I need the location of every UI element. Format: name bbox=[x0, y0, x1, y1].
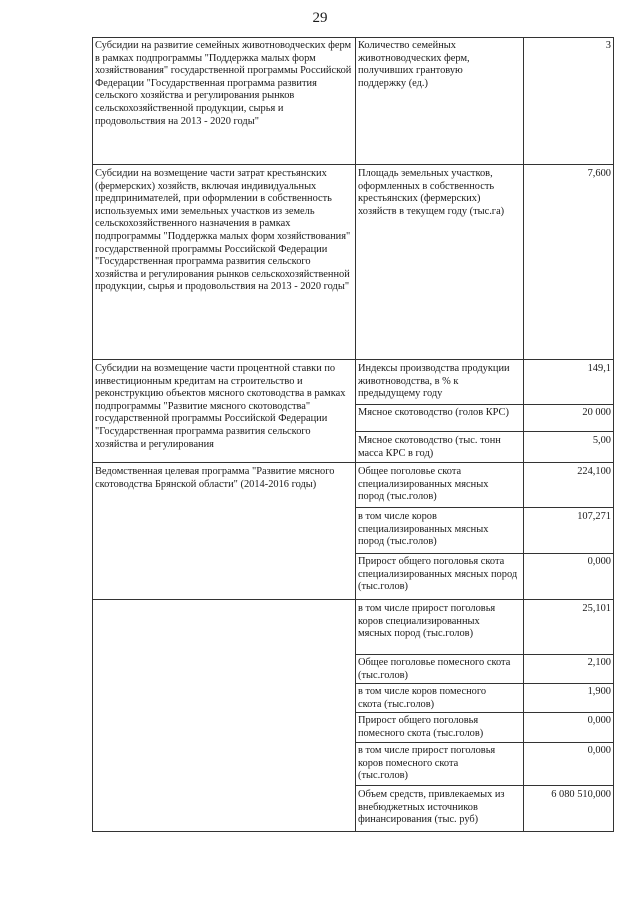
program-cell: Субсидии на возмещение части затрат крестьянских (фермерских) хозяйств, включая индивидуальных предпринимателей, при оформлении в собственность используемых ими земельных участков из земель сельскохозяйственного назначения в рамках подпрограммы "Поддержка малых форм хозяйствования" государственной программы Российской Федерации "Государственная программа развития сельского хозяйства и регулирования рынков сельскохозяйственной продукции, сырья и продовольствия на 2013 - 2020 годы" bbox=[95, 168, 351, 293]
indicator-value: 0,000 bbox=[587, 715, 611, 726]
program-cell: Субсидии на развитие семейных животноводческих ферм в рамках подпрограммы "Поддержка малых форм хозяйствования" государственной программы Российской Федерации "Государственная программа развития сельского хозяйства и регулирования рынков сельскохозяйственной продукции, сырья и продовольствия на 2013 - 2020 годы" bbox=[95, 40, 352, 127]
indicator-name: в том числе коров специализированных мясных пород (тыс.голов) bbox=[358, 511, 489, 548]
indicator-name: Количество семейных животноводческих ферм, получивших грантовую поддержку (ед.) bbox=[358, 40, 470, 89]
indicator-name: Прирост общего поголовья скота специализированных мясных пород (тыс.голов) bbox=[358, 556, 518, 593]
indicator-value: 20 000 bbox=[582, 407, 611, 418]
indicator-name: Мясное скотоводство (голов КРС) bbox=[358, 407, 509, 418]
indicator-name: Прирост общего поголовья помесного скота (тыс.голов) bbox=[358, 715, 484, 739]
indicator-value: 2,100 bbox=[587, 657, 611, 668]
indicator-value: 7,600 bbox=[587, 168, 611, 179]
indicator-name: Индексы производства продукции животноводства, в % к предыдущему году bbox=[358, 363, 510, 400]
indicator-value: 149,1 bbox=[587, 363, 611, 374]
indicator-value: 6 080 510,000 bbox=[551, 789, 611, 800]
indicator-value: 224,100 bbox=[577, 466, 611, 477]
indicator-name: в том числе прирост поголовья коров помесного скота (тыс.голов) bbox=[358, 745, 496, 782]
indicator-name: Мясное скотоводство (тыс. тонн масса КРС в год) bbox=[358, 435, 501, 459]
indicator-name: в том числе коров помесного скота (тыс.голов) bbox=[358, 686, 487, 710]
indicators-table bbox=[92, 37, 614, 832]
program-cell: Ведомственная целевая программа "Развитие мясного скотоводства Брянской области" (2014-2016 годы) bbox=[95, 466, 335, 490]
program-cell: Субсидии на возмещение части процентной ставки по инвестиционным кредитам на строительство и реконструкцию объектов мясного скотоводства в рамках подпрограммы "Развитие мясного скотоводства" государственной программы Российской Федерации "Государственная программа развития сельского хозяйства и регулирования bbox=[95, 363, 346, 450]
indicator-name: в том числе прирост поголовья коров специализированных мясных пород (тыс.голов) bbox=[358, 603, 496, 640]
indicator-value: 5,00 bbox=[592, 435, 611, 446]
indicator-name: Объем средств, привлекаемых из внебюджетных источников финансирования (тыс. руб) bbox=[358, 789, 505, 826]
indicator-name: Площадь земельных участков, оформленных в собственность крестьянских (фермерских) хозяйств в текущем году (тыс.га) bbox=[358, 168, 505, 217]
indicator-value: 3 bbox=[605, 40, 611, 51]
indicator-value: 0,000 bbox=[587, 556, 611, 567]
indicator-value: 1,900 bbox=[587, 686, 611, 697]
indicator-value: 0,000 bbox=[587, 745, 611, 756]
program-cell bbox=[95, 603, 353, 623]
indicator-name: Общее поголовье помесного скота (тыс.голов) bbox=[358, 657, 511, 681]
indicator-value: 107,271 bbox=[577, 511, 611, 522]
page-number: 29 bbox=[312, 10, 328, 26]
indicator-value: 25,101 bbox=[582, 603, 611, 614]
indicator-name: Общее поголовье скота специализированных мясных пород (тыс.голов) bbox=[358, 466, 489, 503]
